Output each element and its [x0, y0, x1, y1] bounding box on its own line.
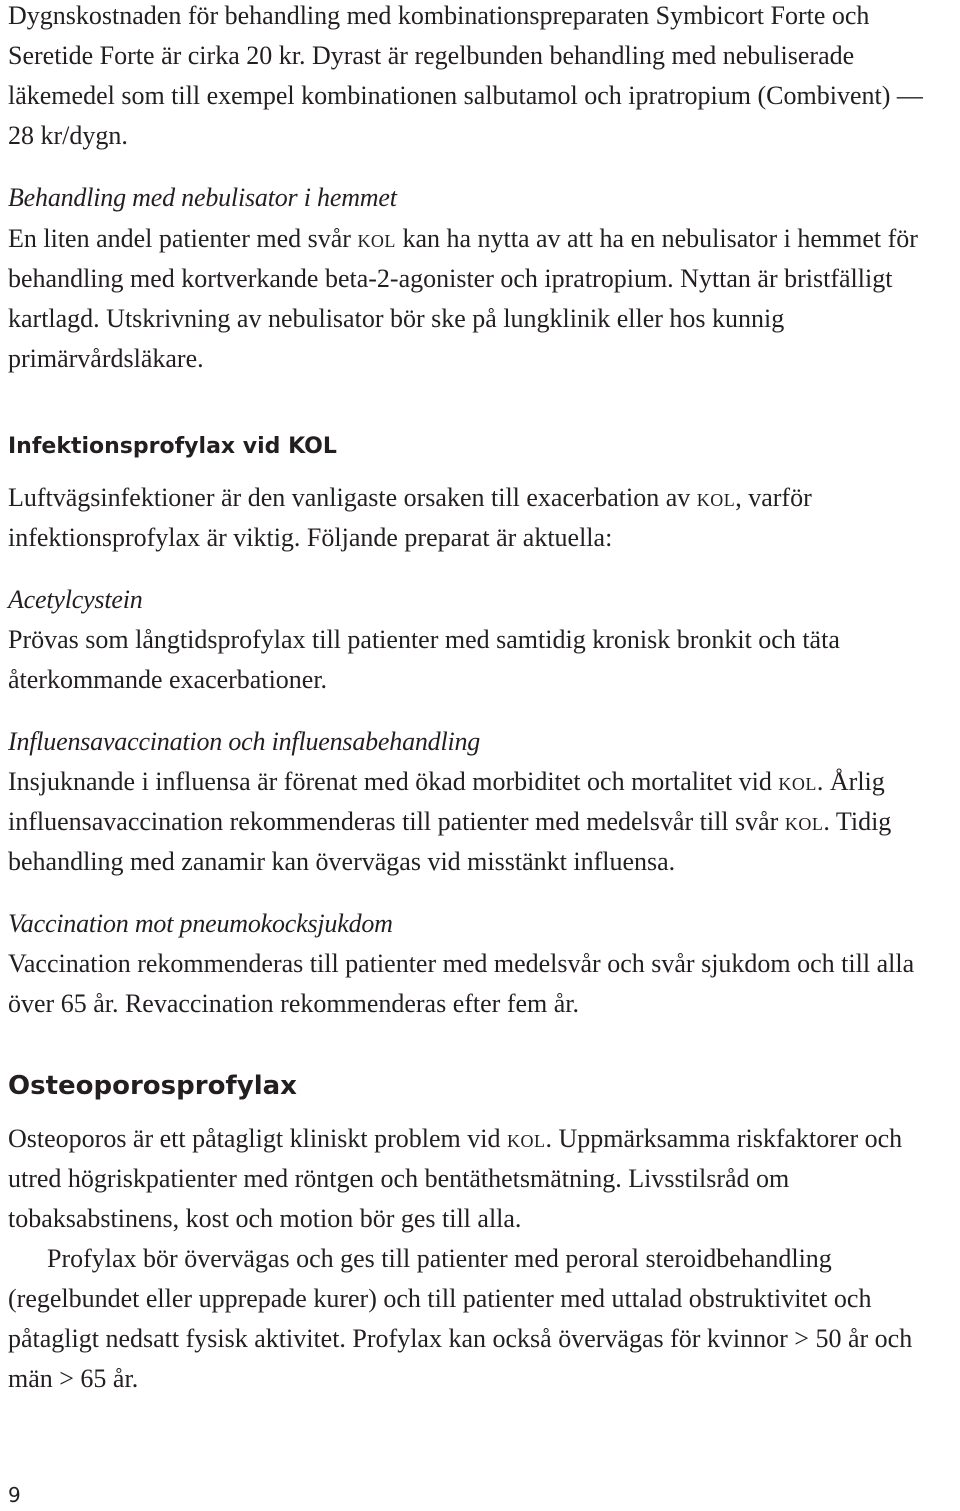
osteoporos-paragraph-1 [8, 1119, 948, 1239]
nebulisator-heading: Behandling med nebulisator i hemmet [8, 183, 397, 212]
acetylcystein-heading: Acetylcystein [8, 585, 143, 614]
osteoporos-text-b: . Uppmärksamma riskfaktorer och utred högriskpatienter med röntgen och bentäthetsmätning. Livsstilsråd om tobaksabstinens, kost och motion bör ges till alla. [8, 1124, 903, 1233]
kol-abbreviation: kol [784, 807, 824, 836]
osteoporos-paragraph-2: Profylax bör övervägas och ges till patienter med peroral steroidbehandling (regelbundet eller upprepade kurer) och till patienter med uttalad obstruktivitet och påtagligt nedsatt fysisk aktivitet. Profylax kan också övervägas för kvinnor > 50 år och män > 65 år. [8, 1244, 913, 1393]
kol-abbreviation: kol [357, 224, 396, 253]
nebulisator-text-b: kan ha nytta av att ha en nebulisator i hemmet för behandling med kortverkande beta-2-agonister och ipratropium. Nyttan är bristfälligt kartlagd. Utskrivning av nebulisator bör ske på lungklinik eller hos kunnig primärvårdsläkare. [8, 224, 918, 373]
pneumokock-heading: Vaccination mot pneumokocksjukdom [8, 909, 393, 938]
nebulisator-text-a: En liten andel patienter med svår [8, 224, 358, 253]
influensa-text-b: . Årlig influensavaccination rekommenderas till patienter med medelsvår till svår [8, 767, 885, 836]
kol-abbreviation: kol [506, 1124, 546, 1153]
osteoporos-heading: Osteoporosprofylax [8, 1071, 297, 1101]
osteoporos-text-a: Osteoporos är ett påtagligt kliniskt problem vid [8, 1124, 507, 1153]
intro-paragraph: Dygnskostnaden för behandling med kombinationspreparaten Symbicort Forte och Seretide Forte är cirka 20 kr. Dyrast är regelbunden behandling med nebuliserade läkemedel som till exempel kombinationen salbutamol och ipratropium (Combivent) — 28 kr/dygn. [8, 1, 923, 150]
infektion-heading-kol: KOL [288, 434, 337, 459]
kol-abbreviation: kol [696, 483, 736, 512]
infektion-text-b: , varför infektionsprofylax är viktig. Följande preparat är aktuella: [8, 483, 812, 552]
pneumokock-paragraph: Vaccination rekommenderas till patienter med medelsvår och svår sjukdom och till alla över 65 år. Revaccination rekommenderas efter fem år. [8, 949, 915, 1018]
infektion-heading [8, 433, 337, 461]
page-number: 9 [8, 1483, 21, 1507]
influensa-text-c: . Tidig behandling med zanamir kan övervägas vid misstänkt influensa. [8, 807, 892, 876]
kol-abbreviation: kol [778, 767, 817, 796]
infektion-paragraph [8, 478, 948, 558]
acetylcystein-paragraph: Prövas som långtidsprofylax till patienter med samtidig kronisk bronkit och täta återkommande exacerbationer. [8, 625, 840, 694]
influensa-text-a: Insjuknande i influensa är förenat med ökad morbiditet och mortalitet vid [8, 767, 779, 796]
influensa-heading: Influensavaccination och influensabehandling [8, 727, 481, 756]
infektion-text-a: Luftvägsinfektioner är den vanligaste orsaken till exacerbation av [8, 483, 697, 512]
influensa-paragraph [8, 762, 956, 882]
nebulisator-paragraph [8, 219, 948, 379]
infektion-heading-text: Infektionsprofylax vid [8, 434, 289, 459]
